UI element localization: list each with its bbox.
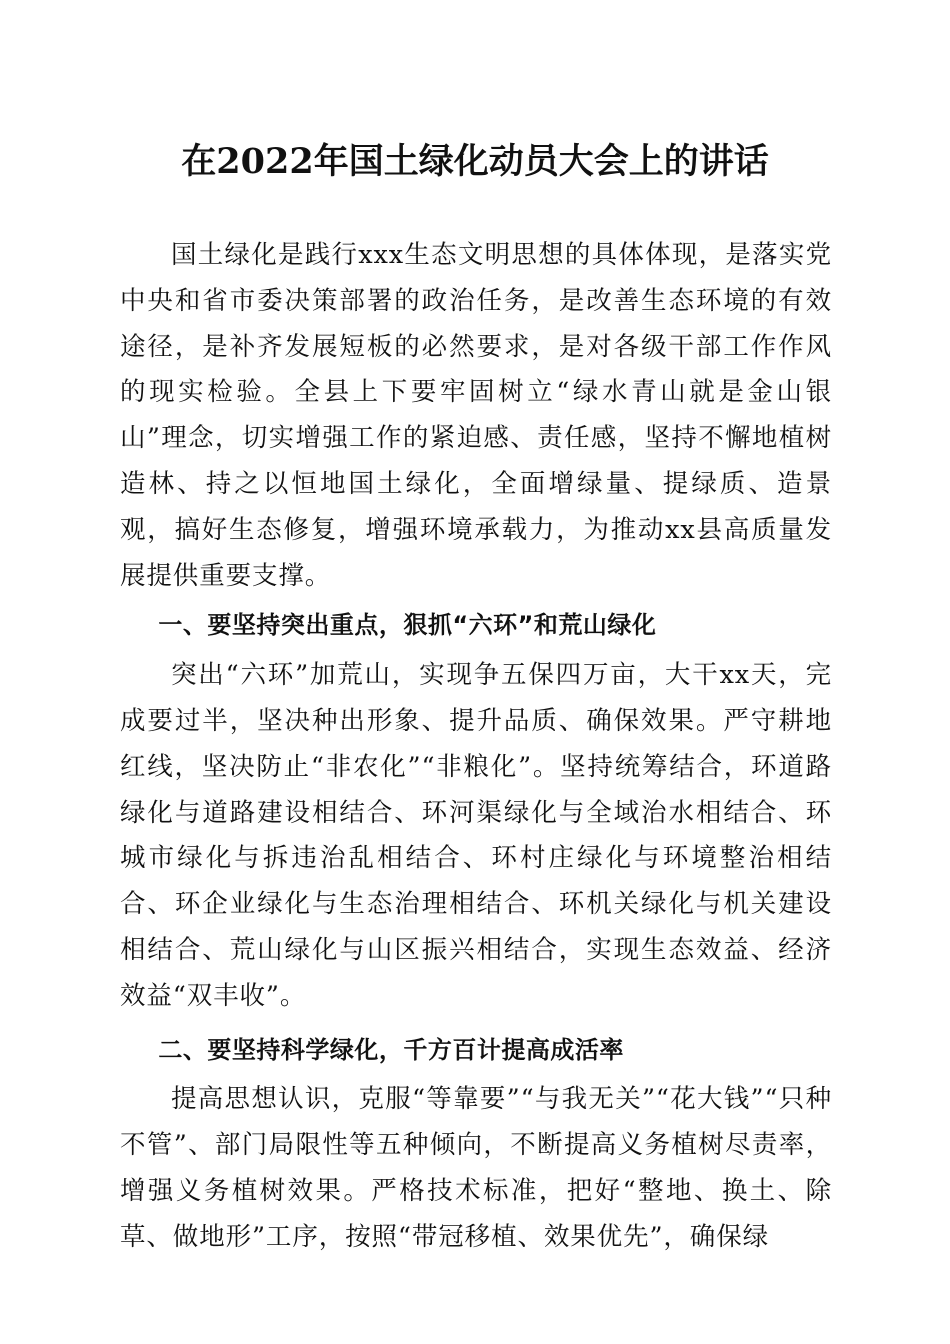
intro-paragraph: 国土绿化是践行xxx生态文明思想的具体体现，是落实党中央和省市委决策部署的政治任务，是改善生态环境的有效途径，是补齐发展短板的必然要求，是对各级干部工作作风的现实检验。全县上下要牢固树立“绿水青山就是金山银山”理念，切实增强工作的紧迫感、责任感，坚持不懈地植树造林、持之以恒地国土绿化，全面增绿量、提绿质、造景观，搞好生态修复，增强环境承载力，为推动xx县高质量发展提供重要支撑。	[120, 240, 832, 591]
section-heading-2: 二、要坚持科学绿化，千方百计提高成活率	[158, 1035, 624, 1064]
section-paragraph-2: 提高思想认识，克服“等靠要”“与我无关”“花大钱”“只种不管”、部门局限性等五种倾向，不断提高义务植树尽责率，增强义务植树效果。严格技术标准，把好“整地、换土、除草、做地形”工序，按照“带冠移植、效果优先”，确保绿	[120, 1084, 832, 1252]
section-heading-1: 一、要坚持突出重点，狠抓“六环”和荒山绿化	[158, 611, 657, 640]
spacer	[120, 1020, 832, 1028]
document-body	[120, 233, 832, 1261]
document-title: 在2022年国土绿化动员大会上的讲话	[181, 141, 769, 182]
section-paragraph-1: 突出“六环”加荒山，实现争五保四万亩，大干xx天，完成要过半，坚决种出形象、提升品质、确保效果。严守耕地红线，坚决防止“非农化”“非粮化”。坚持统筹结合，环道路绿化与道路建设相结合、环河渠绿化与全域治水相结合、环城市绿化与拆违治乱相结合、环村庄绿化与环境整治相结合、环企业绿化与生态治理相结合、环机关绿化与机关建设相结合、荒山绿化与山区振兴相结合，实现生态效益、经济效益“双丰收”。	[120, 660, 832, 1011]
